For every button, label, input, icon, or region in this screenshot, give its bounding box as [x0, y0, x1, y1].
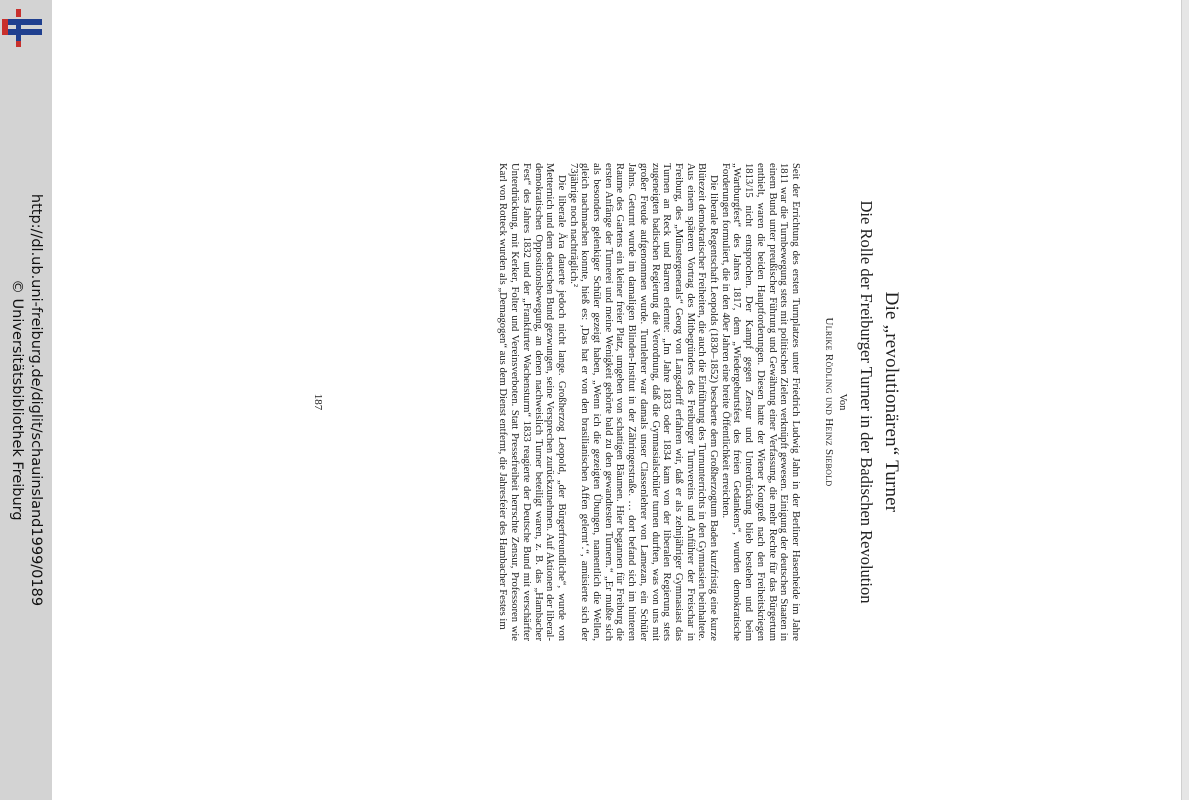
article-title: Die „revolutionären“ Turner [881, 291, 902, 513]
copyright-notice: © Universitätsbibliothek Freiburg [9, 279, 25, 521]
scanned-page [298, 163, 902, 641]
byline-von: Von [837, 393, 848, 411]
right-scroll-strip[interactable] [1181, 0, 1189, 800]
body-paragraph-1: Seit der Errichtung des ersten Turnplatzes unter Friedrich Ludwig Jahn in der Berliner Hasenheide im Jahre 1811 war die Turnbewegung stets mit politischen Zielen verknüpft gewesen. Einigung der deutschen Staaten in einem Bund unter preußischer Führung und Gewährung einer Verfassung, die mehr Rechte für das Bürgertum enthielt, waren die beiden Hauptforderungen. Diesen hatte der Wiener Kongreß nach den Freiheitskriegen 1813/15 nicht entsprochen. Der Kampf gegen Zensur und Unterdrückung blieb bestehen und beim „Wartburgfest“ des Jahres 1817, dem „Wiedergeburtsfest des freien Gedankens“, wurden demokratische Forderungen formuliert, die in den 40er Jahren eine breite Öffentlichkeit erreichten. [719, 163, 801, 641]
viewer-sidebar [0, 0, 52, 800]
sidebar-caption [7, 194, 45, 606]
source-url[interactable]: http://dl.ub.uni-freiburg.de/diglit/schauinsland1999/0189 [28, 193, 44, 607]
body-paragraph-2: Die liberale Regentschaft Leopolds (1830–1852) bescherte dem Großherzogtum Baden kurzfristig eine kurze Blütezeit demokratischer Freiheiten, die auch die Einführung des Turnunterrichts in den Gymnasien beinhaltete. Aus einem späteren Vortrag des Mitbegründers des Freiburger Turnvereins und Anführer der Freischar in Freiburg, des „Münstergenerals“ Georg von Langsdorff erfahren wir, daß er als zehnjähriger Gymnasiast das Turnen an Reck und Barren erlernte: „Im Jahre 1833 oder 1834 kam von der liberalen Regierung stets zugeneigten badischen Regierung die Verordnung, daß die Gymnasialschüler turnen durften, was von uns mit großer Freude aufgenommen wurde. Turnlehrer war damals unser Classenlehrer von Lamezan, ein Schüler Jahns. Geturnt wurde im damaligen Blinden-Institut in der Zähringerstraße. … dort befand sich im hinteren Raume des Gartens ein kleiner freier Platz, umgeben von schattigen Bäumen. Hier begannen für Freiburg die ersten Anfänge der Turnerei und meine Wenigkeit gehörte bald zu den gewandtesten Turnern.“ „Er mußte sich als besonders gelenkiger Schüler gezeigt haben, „Wenn ich die gezeigten Übungen, namentlich die Wellen, gleich nachmachen konnte, hieß es: ‚Das hat er von den brasilianischen Affen gelernt‘.“, amüsierte sich der 73jährige noch nachträglich.² [567, 163, 720, 641]
body-paragraph-3: Die liberale Ära dauerte jedoch nicht lange. Großherzog Leopold, „der Bürgerfreundliche“, wurde von Metternich und dem deutschen Bund gezwungen, seine Versprechen zurückzunehmen. Auf Aktionen der liberal-demokratischen Oppositionsbewegung, an denen nachweislich Turner beteiligt waren, z. B. das „Hambacher Fest“ des Jahres 1832 und der „Frankfurter Wachensturm“ 1833 reagierte der Deutsche Bund mit verschärfter Unterdrückung, mit Kerker, Folter und Vereinsverboten. Statt Pressefreiheit herrschte Zensur, Professoren wie Karl von Rotteck wurden als „Demagogen“ aus dem Dienst entfernt, die Jahresfeier des Hambacher Festes im [497, 163, 567, 641]
article-authors: Ulrike Rödling und Heinz Siebold [823, 317, 835, 487]
page-number: 187 [312, 393, 324, 411]
library-logo-icon[interactable] [2, 9, 42, 49]
article-subtitle: Die Rolle der Freiburger Turner in der Badischen Revolution [857, 200, 876, 604]
